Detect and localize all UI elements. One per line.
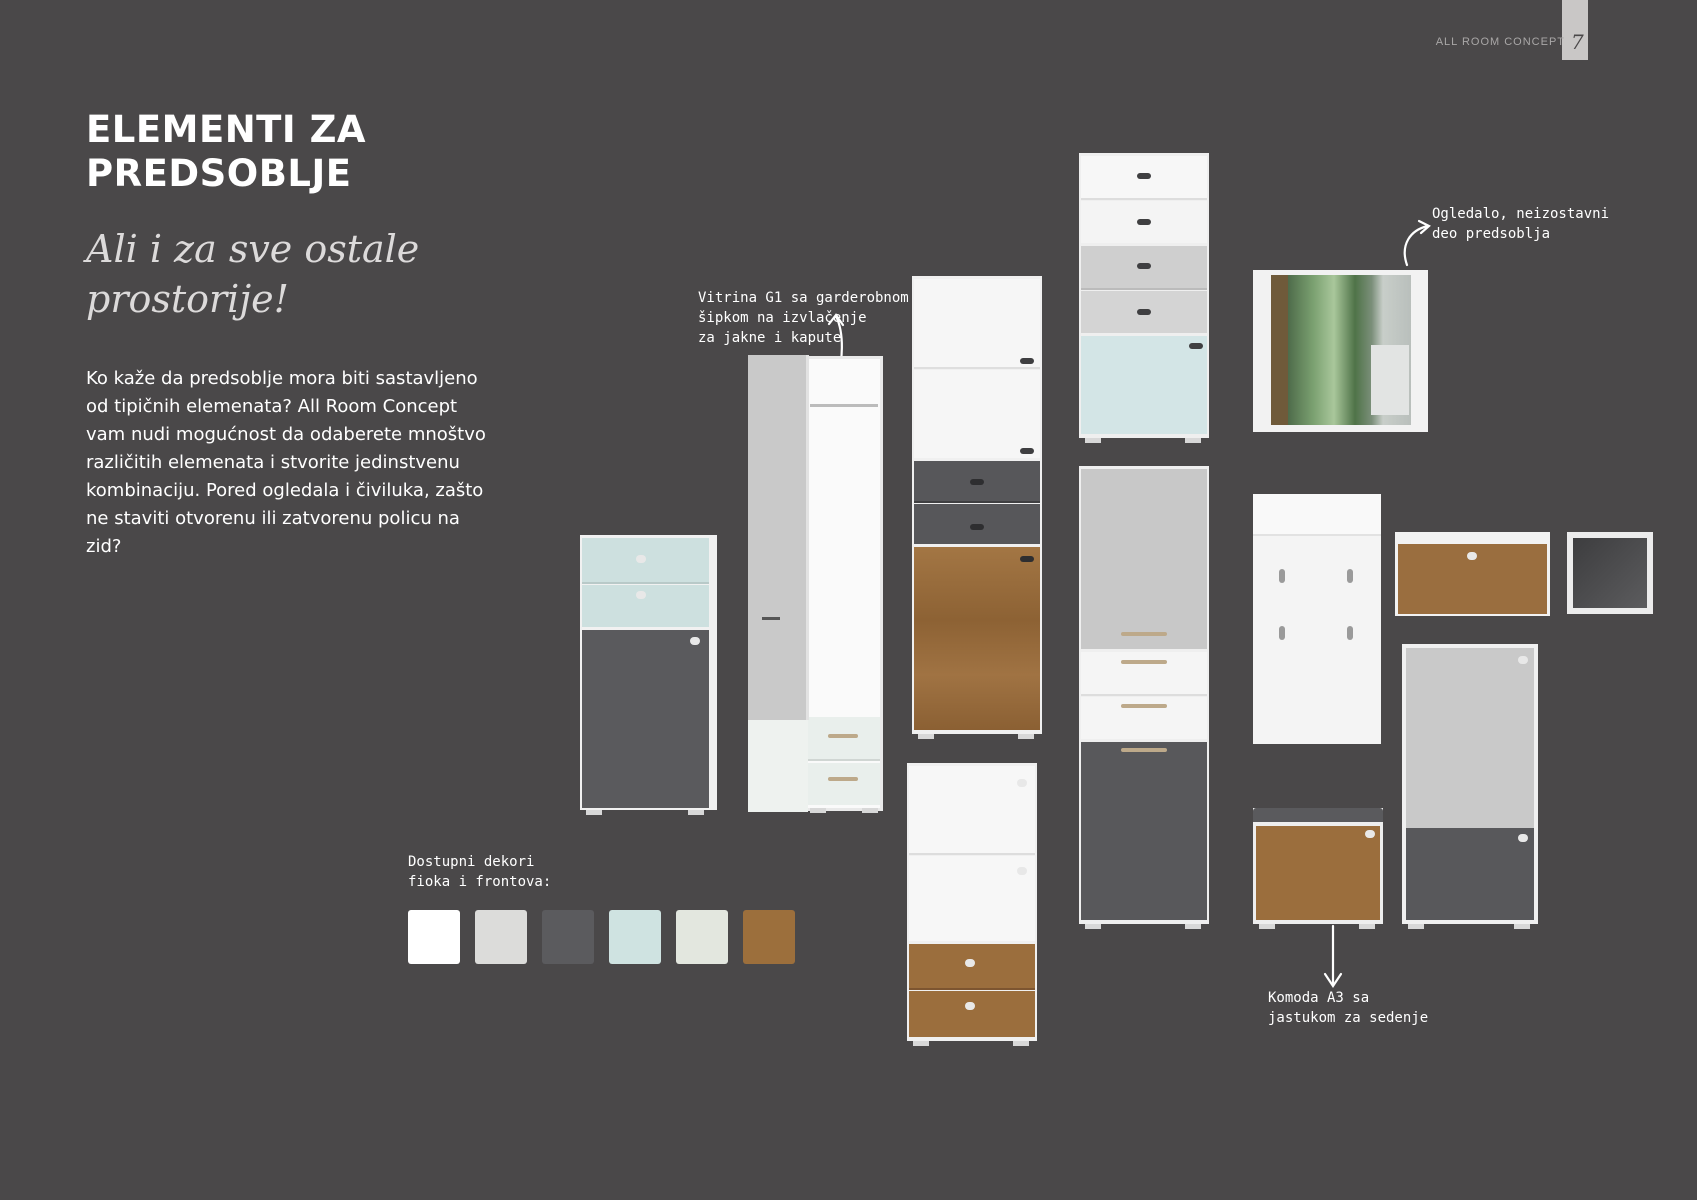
wall-shelf-open-box <box>1567 532 1653 614</box>
swatch-row <box>408 910 795 964</box>
cabinet-grey-door <box>1402 644 1538 924</box>
chest-drawers-mint <box>1079 153 1209 438</box>
arrow-komoda-icon <box>1325 926 1341 986</box>
swatch-oak <box>743 910 795 964</box>
page-subtitle: Ali i za sve ostale prostorije! <box>86 227 420 321</box>
swatch-mint <box>609 910 661 964</box>
cabinet-mint-graphite <box>580 535 717 810</box>
coat-rack-civiluk <box>1253 494 1381 744</box>
bench-komoda-a3 <box>1253 808 1383 924</box>
annotation-dekori: Dostupni dekori fioka i frontova: <box>408 854 552 890</box>
body-paragraph: Ko kaže da predsoblje mora biti sastavljeno od tipičnih elemenata? All Room Concept vam nudi mogućnost da odaberete mnoštvo različitih elemenata i stvorite jedinstvenu kombinaciju. Pored ogledala i čiviluka, zašto ne staviti otvorenu ili zatvorenu policu na zid? <box>86 368 486 557</box>
swatch-graphite <box>542 910 594 964</box>
swatch-white <box>408 910 460 964</box>
wardrobe-vitrina-g1 <box>803 356 883 811</box>
page-number: 7 <box>1571 30 1584 54</box>
wall-shelf-oak <box>1395 532 1550 616</box>
header-label: ALL ROOM CONCEPT <box>1435 36 1565 48</box>
cabinet-white-oak-drawers <box>907 763 1037 1041</box>
annotation-vitrina: Vitrina G1 sa garderobnom šipkom na izvlačenje za jakne i kapute <box>698 290 909 346</box>
annotation-ogledalo: Ogledalo, neizostavni deo predsoblja <box>1432 206 1610 242</box>
cabinet-tall-white-oak <box>912 276 1042 734</box>
wardrobe-open-door <box>748 355 809 720</box>
page-title: ELEMENTI ZA PREDSOBLJE <box>86 108 367 195</box>
swatch-light-grey <box>475 910 527 964</box>
mirror-ogledalo <box>1253 270 1428 432</box>
arrow-ogledalo-icon <box>1405 221 1429 265</box>
wardrobe-lower-front <box>748 720 808 812</box>
cabinet-grey-graphite <box>1079 466 1209 924</box>
annotation-komoda: Komoda A3 sa jastukom za sedenje <box>1268 990 1429 1026</box>
swatch-cream <box>676 910 728 964</box>
